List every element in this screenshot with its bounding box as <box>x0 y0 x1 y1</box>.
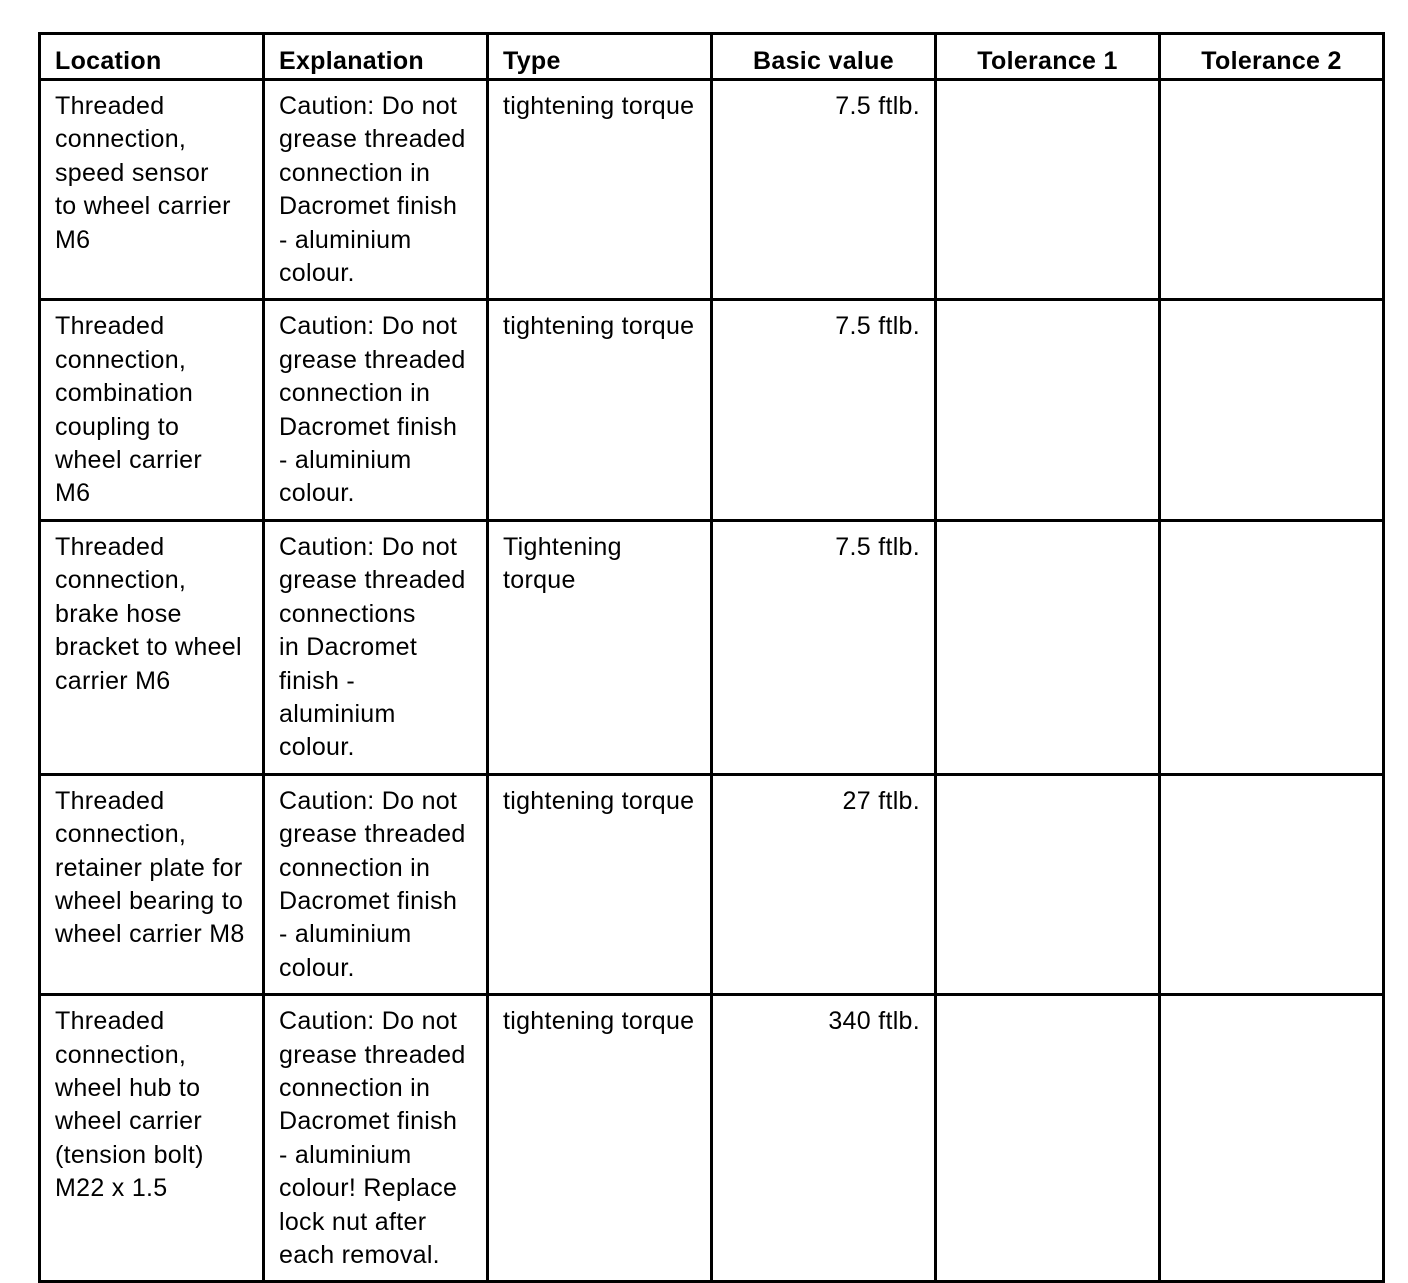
location-cell <box>40 774 264 994</box>
basic-value-text: 7.5 ftlb. <box>835 532 920 561</box>
basic-value-cell <box>712 80 936 300</box>
type-text: tightening torque <box>503 786 695 815</box>
basic-value-cell <box>712 300 936 520</box>
explanation-cell <box>264 774 488 994</box>
type-cell <box>488 995 712 1282</box>
location-text: Threaded connection, wheel hub to wheel carrier (tension bolt) M22 x 1.5 <box>55 1007 204 1203</box>
tolerance-2-cell <box>1160 300 1384 520</box>
header-tolerance-2: Tolerance 2 <box>1160 34 1384 80</box>
explanation-cell <box>264 520 488 774</box>
basic-value-cell <box>712 774 936 994</box>
explanation-text: Caution: Do not grease threaded connection in Dacromet finish - aluminium colour. <box>279 92 466 288</box>
explanation-text: Caution: Do not grease threaded connections in Dacromet finish - aluminium colour. <box>279 532 466 762</box>
basic-value-cell <box>712 995 936 1282</box>
explanation-text: Caution: Do not grease threaded connection in Dacromet finish - aluminium colour. <box>279 786 466 982</box>
explanation-text: Caution: Do not grease threaded connection in Dacromet finish - aluminium colour! Replace lock nut after each removal. <box>279 1007 466 1269</box>
header-location: Location <box>40 34 264 80</box>
type-cell <box>488 80 712 300</box>
location-cell <box>40 995 264 1282</box>
type-text: tightening torque <box>503 1007 695 1036</box>
tolerance-2-cell <box>1160 774 1384 994</box>
tolerance-2-cell <box>1160 995 1384 1282</box>
table-body <box>40 80 1384 1282</box>
explanation-cell <box>264 80 488 300</box>
basic-value-cell <box>712 520 936 774</box>
tolerance-1-cell <box>936 520 1160 774</box>
header-explanation: Explanation <box>264 34 488 80</box>
table-row <box>40 520 1384 774</box>
torque-spec-table <box>38 32 1385 1283</box>
type-text: tightening torque <box>503 92 695 120</box>
location-cell <box>40 300 264 520</box>
location-text: Threaded connection, combination coupling to wheel carrier M6 <box>55 312 203 508</box>
table-header <box>40 34 1384 80</box>
tolerance-2-cell <box>1160 80 1384 300</box>
header-tolerance-1: Tolerance 1 <box>936 34 1160 80</box>
location-text: Threaded connection, brake hose bracket to wheel carrier M6 <box>55 532 242 695</box>
header-type: Type <box>488 34 712 80</box>
tolerance-1-cell <box>936 80 1160 300</box>
table-row <box>40 774 1384 994</box>
basic-value-text: 7.5 ftlb. <box>835 312 920 341</box>
tolerance-1-cell <box>936 774 1160 994</box>
location-cell <box>40 80 264 300</box>
type-text: tightening torque <box>503 312 695 341</box>
explanation-cell <box>264 995 488 1282</box>
table-row <box>40 80 1384 300</box>
explanation-text: Caution: Do not grease threaded connection in Dacromet finish - aluminium colour. <box>279 312 466 508</box>
type-cell <box>488 520 712 774</box>
header-row <box>40 34 1384 80</box>
basic-value-text: 27 ftlb. <box>842 786 920 815</box>
table-row <box>40 300 1384 520</box>
header-basic-value: Basic value <box>712 34 936 80</box>
location-text: Threaded connection, speed sensor to wheel carrier M6 <box>55 92 231 254</box>
basic-value-text: 340 ftlb. <box>828 1007 920 1036</box>
tolerance-1-cell <box>936 995 1160 1282</box>
location-cell <box>40 520 264 774</box>
tolerance-1-cell <box>936 300 1160 520</box>
type-text: Tightening torque <box>503 532 622 595</box>
tolerance-2-cell <box>1160 520 1384 774</box>
type-cell <box>488 774 712 994</box>
explanation-cell <box>264 300 488 520</box>
location-text: Threaded connection, retainer plate for wheel bearing to wheel carrier M8 <box>55 786 245 949</box>
table-row <box>40 995 1384 1282</box>
basic-value-text: 7.5 ftlb. <box>835 92 920 120</box>
type-cell <box>488 300 712 520</box>
